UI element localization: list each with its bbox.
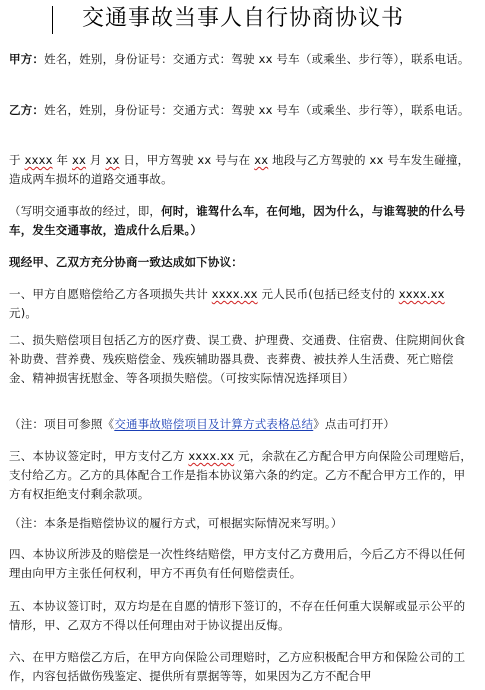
incident-text-tail: 地段与乙方驾驶的 xx 号车发生碰撞，造成两车损坏的道路交通事故。 <box>9 153 470 186</box>
clause-1 <box>9 285 475 323</box>
clause-1-post: 元)。 <box>9 306 38 320</box>
clause-1-mid: 元人民币(包括已经支付的 <box>257 287 399 301</box>
incident-day: xx <box>105 153 120 167</box>
incident-month: xx <box>72 153 87 167</box>
document-title: 交通事故当事人自行协商协议书 <box>81 6 404 31</box>
clause-1-amount: xxxx.xx <box>211 287 258 301</box>
clause-4: 四、本协议所涉及的赔偿是一次性终结赔偿，甲方支付乙方费用后，今后乙方不得以任何理由向甲方主张任何权利，甲方不再负有任何赔偿责任。 <box>9 547 466 580</box>
clause-1-paid: xxxx.xx <box>398 287 445 301</box>
incident-text-mid1: 年 <box>52 153 73 167</box>
party-b-paragraph <box>9 101 475 120</box>
party-a-text: 姓名，姓别，身份证号：交通方式：驾驶 xx 号车（或乘坐、步行等），联系电话。 <box>44 52 470 66</box>
incident-paragraph <box>9 151 475 189</box>
party-a-label: 甲方： <box>9 52 45 66</box>
clause-6: 六、在甲方赔偿乙方后，在甲方向保险公司理赔时，乙方应积极配合甲方和保险公司的工作，内容包括做伤残鉴定、提供所有票据等等，如果因为乙方不配合甲 <box>9 650 466 683</box>
clause-5: 五、本协议签订时，双方均是在自愿的情形下签订的，不存在任何重大误解或显示公平的情形，甲、乙双方不得以任何理由对于协议提出反悔。 <box>9 599 466 632</box>
party-b-label: 乙方： <box>9 103 45 117</box>
note-1-post: 》点击可打开） <box>313 417 396 431</box>
clause-3-pre: 三、本协议签定时，甲方支付乙方 <box>9 449 189 463</box>
instruction-pre: （写明交通事故的经过，即， <box>9 204 162 218</box>
incident-text-mid2: 月 <box>86 153 106 167</box>
party-a-paragraph <box>9 50 475 69</box>
clause-2: 二、损失赔偿项目包括乙方的医疗费、误工费、护理费、交通费、住宿费、住院期间伙食补助费、营养费、残疾赔偿金、残疾辅助器具费、丧葬费、被扶养人生活费、死亡赔偿金、精神损害抚慰金、等各项损失赔偿。（可按实际情况选择项目） <box>9 333 466 385</box>
compensation-table-link[interactable]: 交通事故赔偿项目及计算方式表格总结 <box>114 417 314 431</box>
incident-year: xxxx <box>24 153 53 167</box>
agreement-heading: 现经甲、乙双方充分协商一致达成如下协议： <box>9 255 243 269</box>
instruction-post: ） <box>190 223 203 237</box>
clause-3 <box>9 447 475 504</box>
incident-text-pre: 于 <box>9 153 25 167</box>
note-2: （注：本条是指赔偿协议的履行方式，可根据实际情况来写明。） <box>9 516 343 530</box>
instruction-paragraph <box>9 202 475 240</box>
clause-1-pre: 一、甲方自愿赔偿给乙方各项损失共计 <box>9 287 212 301</box>
incident-place: xx <box>254 153 269 167</box>
note-1 <box>9 415 475 434</box>
instruction-bold: 何时，谁驾什么车，在何地，因为什么，与谁驾驶的什么号车，发生交通事故，造成什么后果。 <box>9 204 466 237</box>
incident-text-mid3: 日，甲方驾驶 xx 号与在 <box>119 153 255 167</box>
clause-3-post: 元，余款在乙方配合甲方向保险公司理赔后，支付给乙方。乙方的具体配合工作是指本协议第六条的约定。乙方不配合甲方工作的，甲方有权拒绝支付剩余款项。 <box>9 449 473 501</box>
clause-3-amount: xxxx.xx <box>188 449 235 463</box>
party-b-text: 姓名，姓别，身份证号：交通方式：驾驶 xx 号车（或乘坐、步行等），联系电话。 <box>44 103 470 117</box>
note-1-pre: （注：项目可参照《 <box>9 417 115 431</box>
